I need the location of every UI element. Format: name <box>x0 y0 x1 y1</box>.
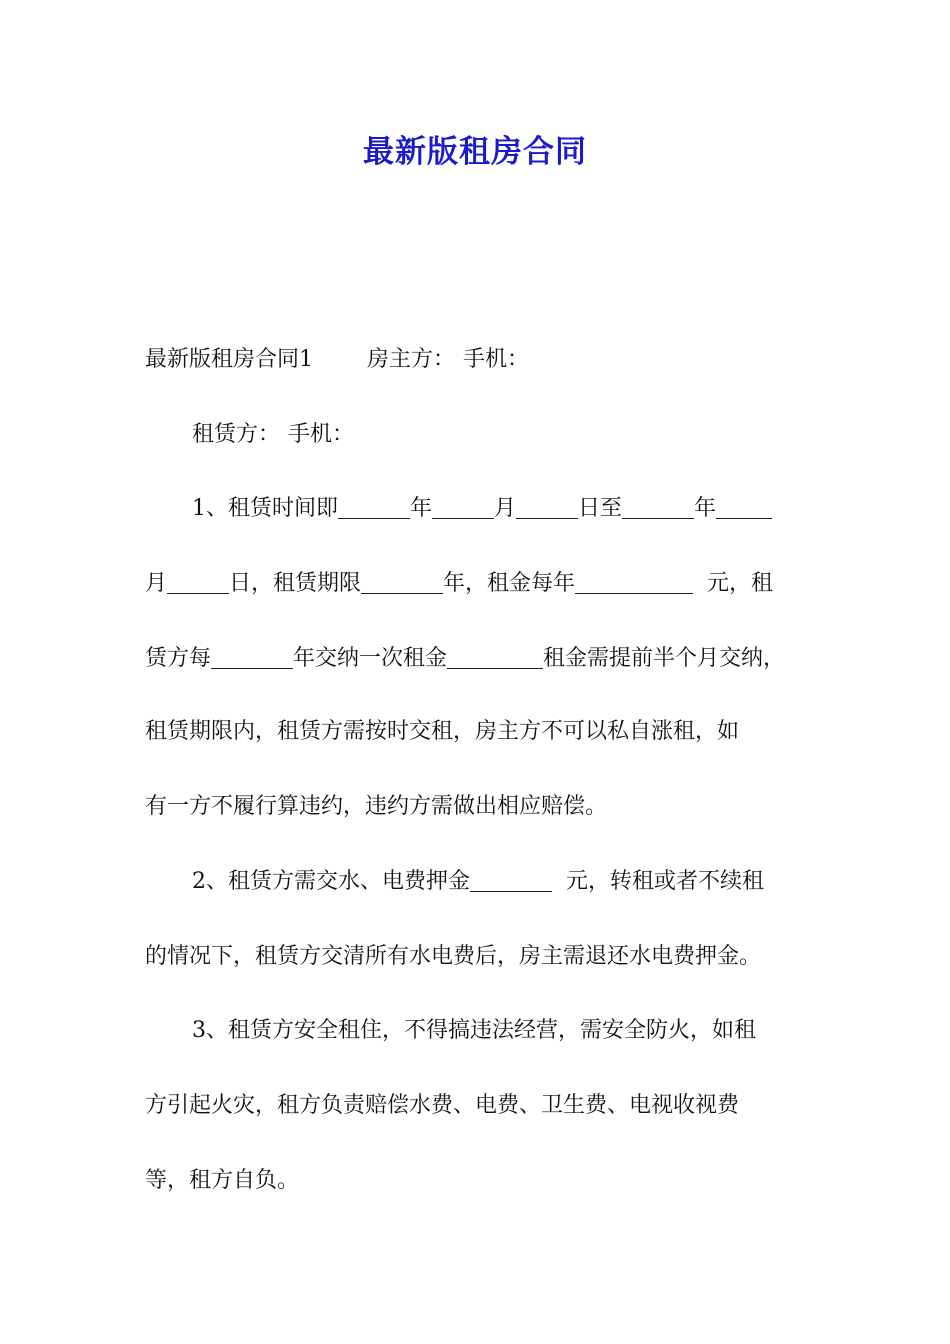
clause1-text: 元，租 <box>707 571 774 596</box>
tenant-line <box>192 415 354 455</box>
clause2-text: 元，转租或者不续租 <box>566 869 765 894</box>
clause2-line2: 的情况下，租赁方交清所有水电费后，房主需退还水电费押金。 <box>145 944 762 969</box>
clause1-text: 月 <box>494 496 517 521</box>
tenant-phone-label: 手机： <box>288 422 355 447</box>
clause1-line1 <box>192 489 772 529</box>
clause1-line4: 租赁期限内，租赁方需按时交租，房主方不可以私自涨租，如 <box>145 719 740 744</box>
blank-field <box>211 640 293 669</box>
clause2-text: 2、租赁方需交水、电费押金 <box>192 869 470 894</box>
blank-field <box>361 565 443 594</box>
clause1-text: 1、租赁时间即 <box>192 496 338 521</box>
blank-field <box>716 490 772 519</box>
clause1-text: 年 <box>410 496 433 521</box>
landlord-phone-label: 手机： <box>463 347 530 372</box>
document-title: 最新版租房合同 <box>363 134 587 170</box>
clause3-line3: 等，租方自负。 <box>145 1168 300 1193</box>
clause1-text: 日至 <box>578 496 623 521</box>
intro-heading: 最新版租房合同1 <box>145 347 313 372</box>
tenant-label: 租赁方： <box>192 422 281 447</box>
clause1-line3 <box>145 639 785 679</box>
intro-line <box>145 340 529 380</box>
blank-field <box>470 863 552 892</box>
blank-field <box>516 490 578 519</box>
blank-field <box>167 565 229 594</box>
clause1-text: 赁方每 <box>145 646 212 671</box>
blank-field <box>447 640 543 669</box>
blank-field <box>575 565 693 594</box>
clause1-line5: 有一方不履行算违约，违约方需做出相应赔偿。 <box>145 794 608 819</box>
clause1-text: 月 <box>145 571 168 596</box>
clause3-line1: 3、租赁方安全租住，不得搞违法经营，需安全防火，如租 <box>192 1018 756 1043</box>
clause1-text: 年，租金每年 <box>443 571 576 596</box>
clause1-line2 <box>145 564 773 604</box>
blank-field <box>622 490 694 519</box>
clause3-line2: 方引起火灾，租方负责赔偿水费、电费、卫生费、电视收视费 <box>145 1093 740 1118</box>
clause1-text: 年交纳一次租金 <box>293 646 448 671</box>
clause1-text: 租金需提前半个月交纳， <box>543 646 786 671</box>
landlord-label: 房主方： <box>367 347 456 372</box>
blank-field <box>338 490 410 519</box>
clause1-text: 年 <box>694 496 717 521</box>
clause1-text: 日，租赁期限 <box>229 571 362 596</box>
blank-field <box>432 490 494 519</box>
clause2-line1 <box>192 862 764 902</box>
